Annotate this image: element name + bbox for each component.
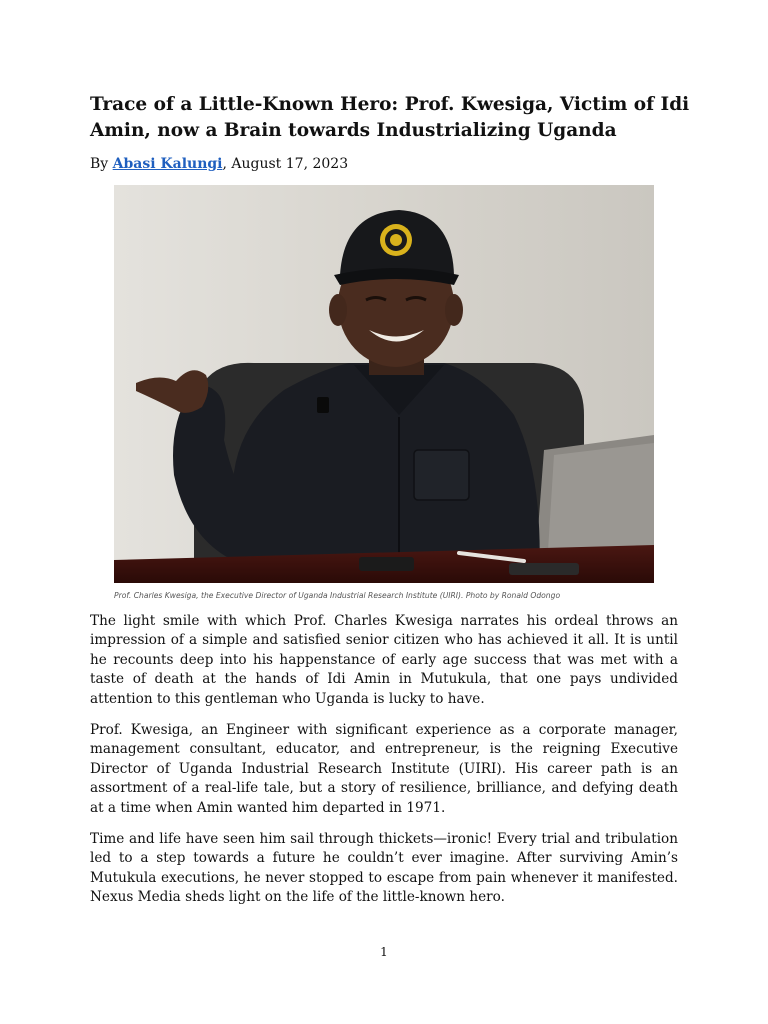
portrait-illustration (114, 185, 654, 583)
page-number: 1 (380, 945, 388, 959)
photo-caption: Prof. Charles Kwesiga, the Executive Director of Uganda Industrial Research Institute (UIRI). Photo by Ronald Odongo (114, 591, 561, 600)
byline (90, 154, 348, 174)
paragraph-2: Prof. Kwesiga, an Engineer with significant experience as a corporate manager, management consultant, educator, and entrepreneur, is the reigning Executive Director of Uganda Industrial Research Institute (UIRI). His career path is an assortment of a real-life tale, but a story of resilience, brilliance, and defying death at a time when Amin wanted him departed in 1971. (90, 722, 678, 816)
publish-date: , August 17, 2023 (222, 156, 349, 172)
byline-prefix: By (90, 156, 113, 172)
article-title: Trace of a Little-Known Hero: Prof. Kwesiga, Victim of Idi Amin, now a Brain towards Industrializing Uganda (90, 94, 690, 141)
article-photo (114, 185, 654, 583)
author-link[interactable]: Abasi Kalungi (112, 156, 223, 172)
paragraph-1: The light smile with which Prof. Charles Kwesiga narrates his ordeal throws an impression of a simple and satisfied senior citizen who has achieved it all. It is until he recounts deep into his happenstance of early age success that was met with a taste of death at the hands of Idi Amin in Mutukula, that one pays undivided attention to this gentleman who Uganda is lucky to have. (90, 613, 678, 707)
paragraph-3: Time and life have seen him sail through thickets—ironic! Every trial and tribulation led to a step towards a future he couldn’t ever imagine. After surviving Amin’s Mutukula executions, he never stopped to escape from pain whenever it manifested. Nexus Media sheds light on the life of the little-known hero. (90, 831, 678, 906)
